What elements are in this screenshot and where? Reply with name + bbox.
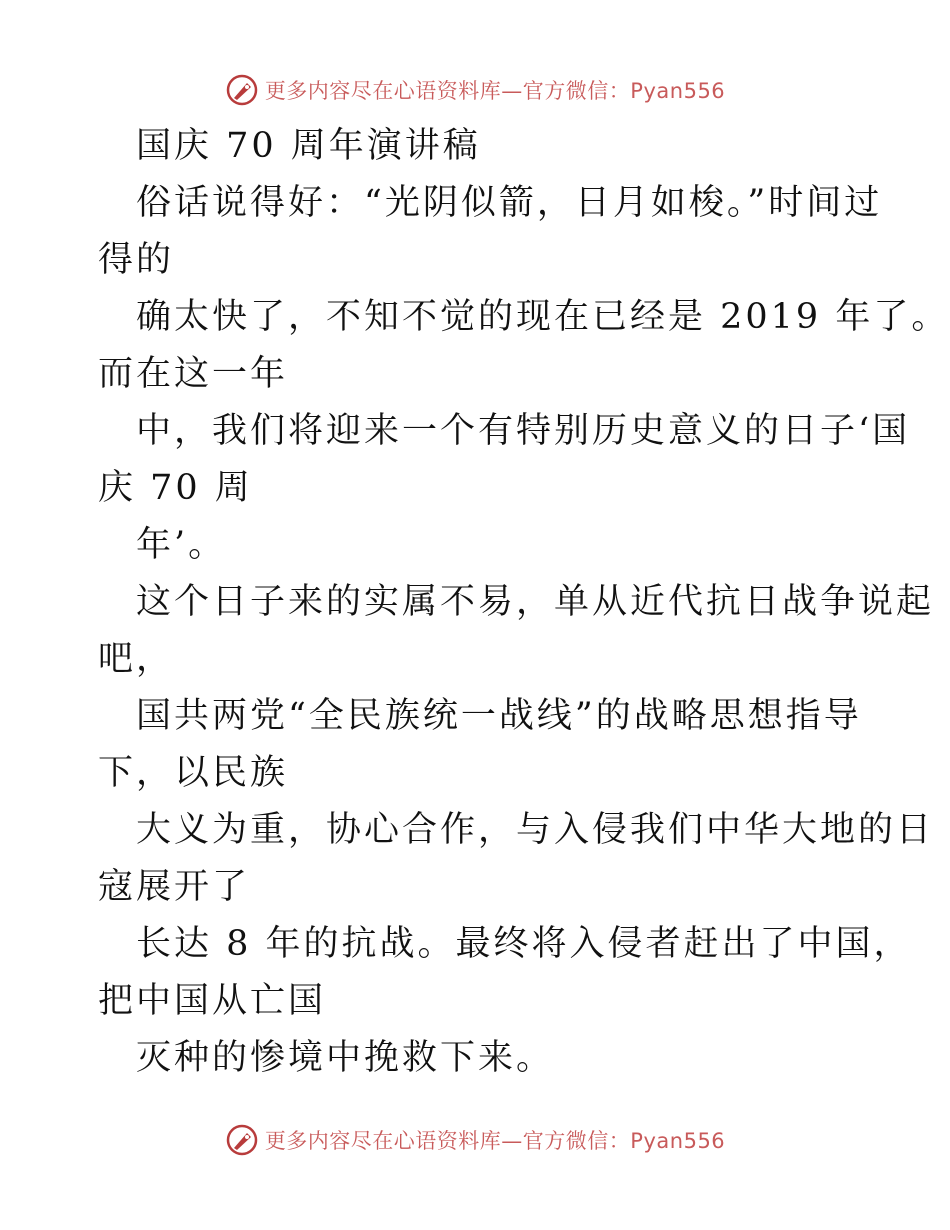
document-title: 国庆 70 周年演讲稿 xyxy=(136,126,481,166)
text-line: 把中国从亡国 xyxy=(98,981,327,1021)
document-body xyxy=(98,118,950,1087)
header-watermark xyxy=(0,70,950,110)
pen-nib-circle-icon xyxy=(225,73,259,107)
watermark-text: 更多内容尽在心语资料库—官方微信：Pyan556 xyxy=(264,1129,726,1153)
text-line: 长达 8 年的抗战。最终将入侵者赶出了中国， xyxy=(136,924,912,964)
text-line: 俗话说得好：“光阴似箭，日月如梭。”时间过 xyxy=(136,183,883,223)
text-line: 这个日子来的实属不易，单从近代抗日战争说起 xyxy=(136,582,935,622)
text-line: 中，我们将迎来一个有特别历史意义的日子‘国 xyxy=(136,411,911,451)
text-line: 得的 xyxy=(98,240,175,280)
text-line: 年’。 xyxy=(136,525,227,565)
text-line: 寇展开了 xyxy=(98,867,251,907)
text-line: 下，以民族 xyxy=(98,753,289,793)
text-line: 灭种的惨境中挽救下来。 xyxy=(136,1038,555,1078)
text-line: 庆 70 周 xyxy=(98,468,253,508)
pen-nib-circle-icon xyxy=(225,1123,259,1157)
text-line: 吧， xyxy=(98,639,175,679)
text-line: 确太快了，不知不觉的现在已经是 2019 年了。 xyxy=(136,297,950,337)
text-line: 而在这一年 xyxy=(98,354,289,394)
text-line: 国共两党“全民族统一战线”的战略思想指导 xyxy=(136,696,862,736)
footer-watermark xyxy=(0,1120,950,1160)
watermark-text: 更多内容尽在心语资料库—官方微信：Pyan556 xyxy=(264,79,726,103)
text-line: 大义为重，协心合作，与入侵我们中华大地的日 xyxy=(136,810,935,850)
